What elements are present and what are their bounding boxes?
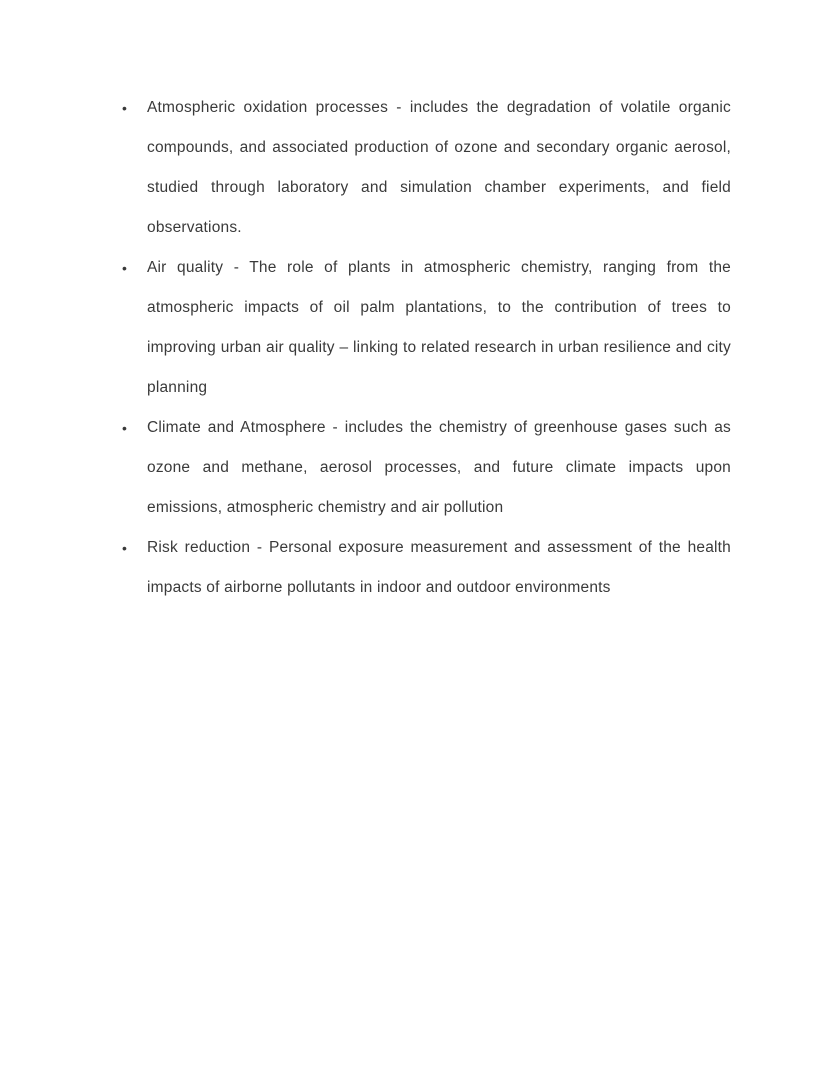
list-item xyxy=(97,408,731,528)
bullet-text: Air quality - The role of plants in atmospheric chemistry, ranging from the atmospheric impacts of oil palm plantations, to the contribution of trees to improving urban air quality – linking to related research in urban resilience and city planning xyxy=(147,259,731,396)
bullet-icon: • xyxy=(122,100,128,116)
bullet-text: Climate and Atmosphere - includes the chemistry of greenhouse gases such as ozone and methane, aerosol processes, and future climate impacts upon emissions, atmospheric chemistry and air pollution xyxy=(147,419,731,516)
list-item xyxy=(97,248,731,408)
bullet-text: Risk reduction - Personal exposure measurement and assessment of the health impacts of airborne pollutants in indoor and outdoor environments xyxy=(147,539,731,596)
list-item xyxy=(97,528,731,608)
bullet-text: Atmospheric oxidation processes - includes the degradation of volatile organic compounds, and associated production of ozone and secondary organic aerosol, studied through laboratory and simulation chamber experiments, and field observations. xyxy=(147,99,731,236)
bullet-icon: • xyxy=(122,260,128,276)
bullet-list xyxy=(97,88,731,608)
document-body xyxy=(97,88,731,608)
bullet-icon: • xyxy=(122,540,128,556)
list-item xyxy=(97,88,731,248)
bullet-icon: • xyxy=(122,420,128,436)
